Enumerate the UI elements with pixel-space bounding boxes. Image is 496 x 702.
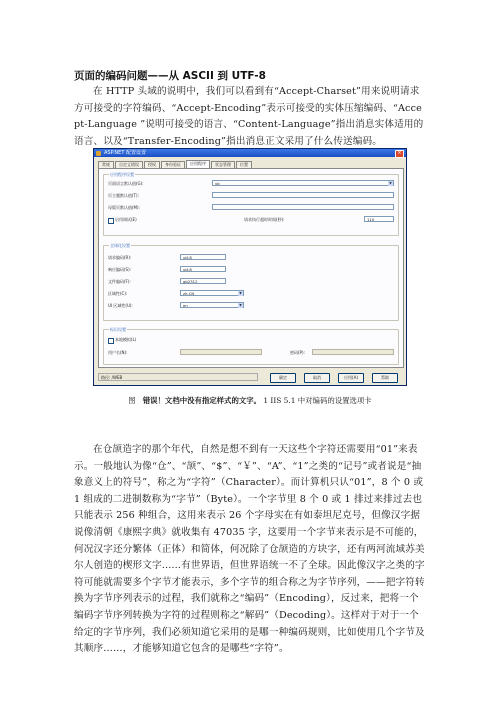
culture-select[interactable] xyxy=(180,290,244,296)
username-label: 用户名(N): xyxy=(108,350,128,355)
app-icon xyxy=(96,151,101,156)
tab-bar xyxy=(98,161,253,168)
application-settings-group xyxy=(103,174,399,236)
path-label: 路径: xyxy=(101,375,111,380)
caption-text: 1 IIS 5.1 中对编码的设置选项卡 xyxy=(263,396,372,405)
response-encoding-input[interactable] xyxy=(180,266,226,272)
password-label: 密码(P): xyxy=(290,350,305,355)
chevron-down-icon[interactable]: ▼ xyxy=(239,303,242,307)
debug-checkbox[interactable] xyxy=(108,218,114,224)
tab-authentication[interactable]: 身份验证 xyxy=(161,161,185,168)
page-language-value: vb xyxy=(215,181,220,186)
help-button[interactable]: 帮助 xyxy=(372,373,398,383)
file-encoding-value: gb2312 xyxy=(183,279,198,284)
response-encoding-value: utf-8 xyxy=(183,267,192,272)
page-title: 页面的编码问题——从 ASCII 到 UTF-8 xyxy=(74,70,266,82)
close-icon[interactable]: × xyxy=(395,150,404,158)
aspnet-config-dialog xyxy=(93,148,407,386)
caption-error: 错误！文档中没有指定样式的文字。 xyxy=(142,396,262,405)
file-encoding-label: 文件编码(F): xyxy=(108,279,131,284)
page-theme-label: 页主题默认值(T): xyxy=(108,193,139,198)
dialog-button-row xyxy=(94,373,406,382)
body-paragraph: 在仓颉造字的那个年代，自然是想不到有一天这些个字符还需要用“01”来表示。一般地认为像“仓”、“颉”、“$”、“￥”、“A”、“1”之类的“记号”或者说是“抽象意义上的符号”，称之为“字符”（Character）。而计算机只认“01”，8 个 0 或 1 组成的二进制数称为“字节”（Byte）。一个字节里 8 个 0 或 1 排过来排过去也只能表示 256 种组合，这用来表示 26 个字母实在有如泰坦尼克号，但像汉字据说像清朝《康熙字典》就收集有 47035 字，这要用一个字节来表示是不可能的，何况汉字还分繁体（正体）和简体，何况除了仓颉造的方块字，还有两河流域苏美尔人创造的楔形文字……有世界语，但世界语统一不了全球。因此像汉字之类的字符可能就需要多个字节才能表示，多个字节的组合称之为字节序列，——把字符转换为字节序列表示的过程，我们就称之“编码”（Encoding），反过来，把将一个编码字节序列转换为字符的过程则称之“解码”（Decoding）。这样对于对于一个给定的字节序列，我们必须知道它采用的是哪一种编码规则，比如使用几个字节及其顺序……，才能够知道它包含的是哪些“字符”。 xyxy=(74,444,425,655)
dialog-titlebar[interactable] xyxy=(94,149,406,157)
tab-general[interactable]: 常规 xyxy=(98,161,114,168)
timeout-input[interactable] xyxy=(364,216,394,222)
local-impersonation-label: 本地模拟(L) xyxy=(115,337,137,342)
apply-button[interactable]: 应用(A) xyxy=(338,373,364,383)
page-theme-input[interactable] xyxy=(212,192,394,198)
culture-label: 区域性(C): xyxy=(108,291,128,296)
local-impersonation-checkbox[interactable] xyxy=(108,338,114,344)
tab-authorization[interactable]: 授权 xyxy=(144,161,160,168)
page-language-label: 页面语言默认值(G): xyxy=(108,181,144,186)
ui-culture-select[interactable] xyxy=(180,302,244,308)
dialog-title: ASP.NET 配置设置 xyxy=(104,150,146,156)
culture-value: zh-CN xyxy=(183,291,195,296)
page-language-select[interactable] xyxy=(212,180,394,186)
timeout-label: 请求执行超时时间(秒): xyxy=(244,217,285,222)
response-encoding-label: 响应编码(S): xyxy=(108,267,132,272)
path-value: /WEB xyxy=(111,375,123,380)
ok-button[interactable]: 确定 xyxy=(270,373,296,383)
caption-prefix: 图 xyxy=(128,396,136,405)
tab-location[interactable]: 位置 xyxy=(236,161,252,168)
cancel-button[interactable]: 取消 xyxy=(304,373,330,383)
file-encoding-input[interactable] xyxy=(180,278,226,284)
request-encoding-label: 请求编码(R): xyxy=(108,255,132,260)
ui-culture-label: UI 区域性(U): xyxy=(108,303,133,308)
intro-paragraph: 在 HTTP 头域的说明中，我们可以看到有“Accept-Charset”用来说明请求方可接受的字符编码、“Accept-Encoding”表示可接受的实体压缩编码、“Accept-Language ”说明可接受的语言、“Content-Language”指出消息实体适用的语言、以及“Transfer-Encoding”指出消息正文采用了什么传送编码。 xyxy=(74,86,424,147)
tab-application[interactable]: 应用程序 xyxy=(186,160,210,168)
tab-state-management[interactable]: 状态管理 xyxy=(211,161,235,168)
request-encoding-value: utf-8 xyxy=(183,255,192,260)
ui-culture-value: en xyxy=(183,303,188,308)
request-encoding-input[interactable] xyxy=(180,254,226,260)
password-input[interactable] xyxy=(312,349,394,355)
group-label: 应用程序设置 xyxy=(110,172,134,177)
group-label: 全球化设置 xyxy=(110,243,130,248)
timeout-value: 110 xyxy=(367,217,375,222)
chevron-down-icon[interactable]: ▼ xyxy=(389,181,392,185)
master-page-input[interactable] xyxy=(212,204,394,210)
globalization-settings-group xyxy=(103,245,399,321)
master-page-label: 母版页默认值(M): xyxy=(108,205,140,210)
identity-settings-group xyxy=(103,329,399,365)
figure-caption xyxy=(74,395,426,406)
tab-custom-errors[interactable]: 自定义错误 xyxy=(115,161,143,168)
group-label: 标识设置 xyxy=(110,327,126,332)
debug-label: 启用调试(E) xyxy=(115,217,137,222)
username-input[interactable] xyxy=(180,349,262,355)
tab-panel-application xyxy=(98,168,404,368)
chevron-down-icon[interactable]: ▼ xyxy=(239,291,242,295)
